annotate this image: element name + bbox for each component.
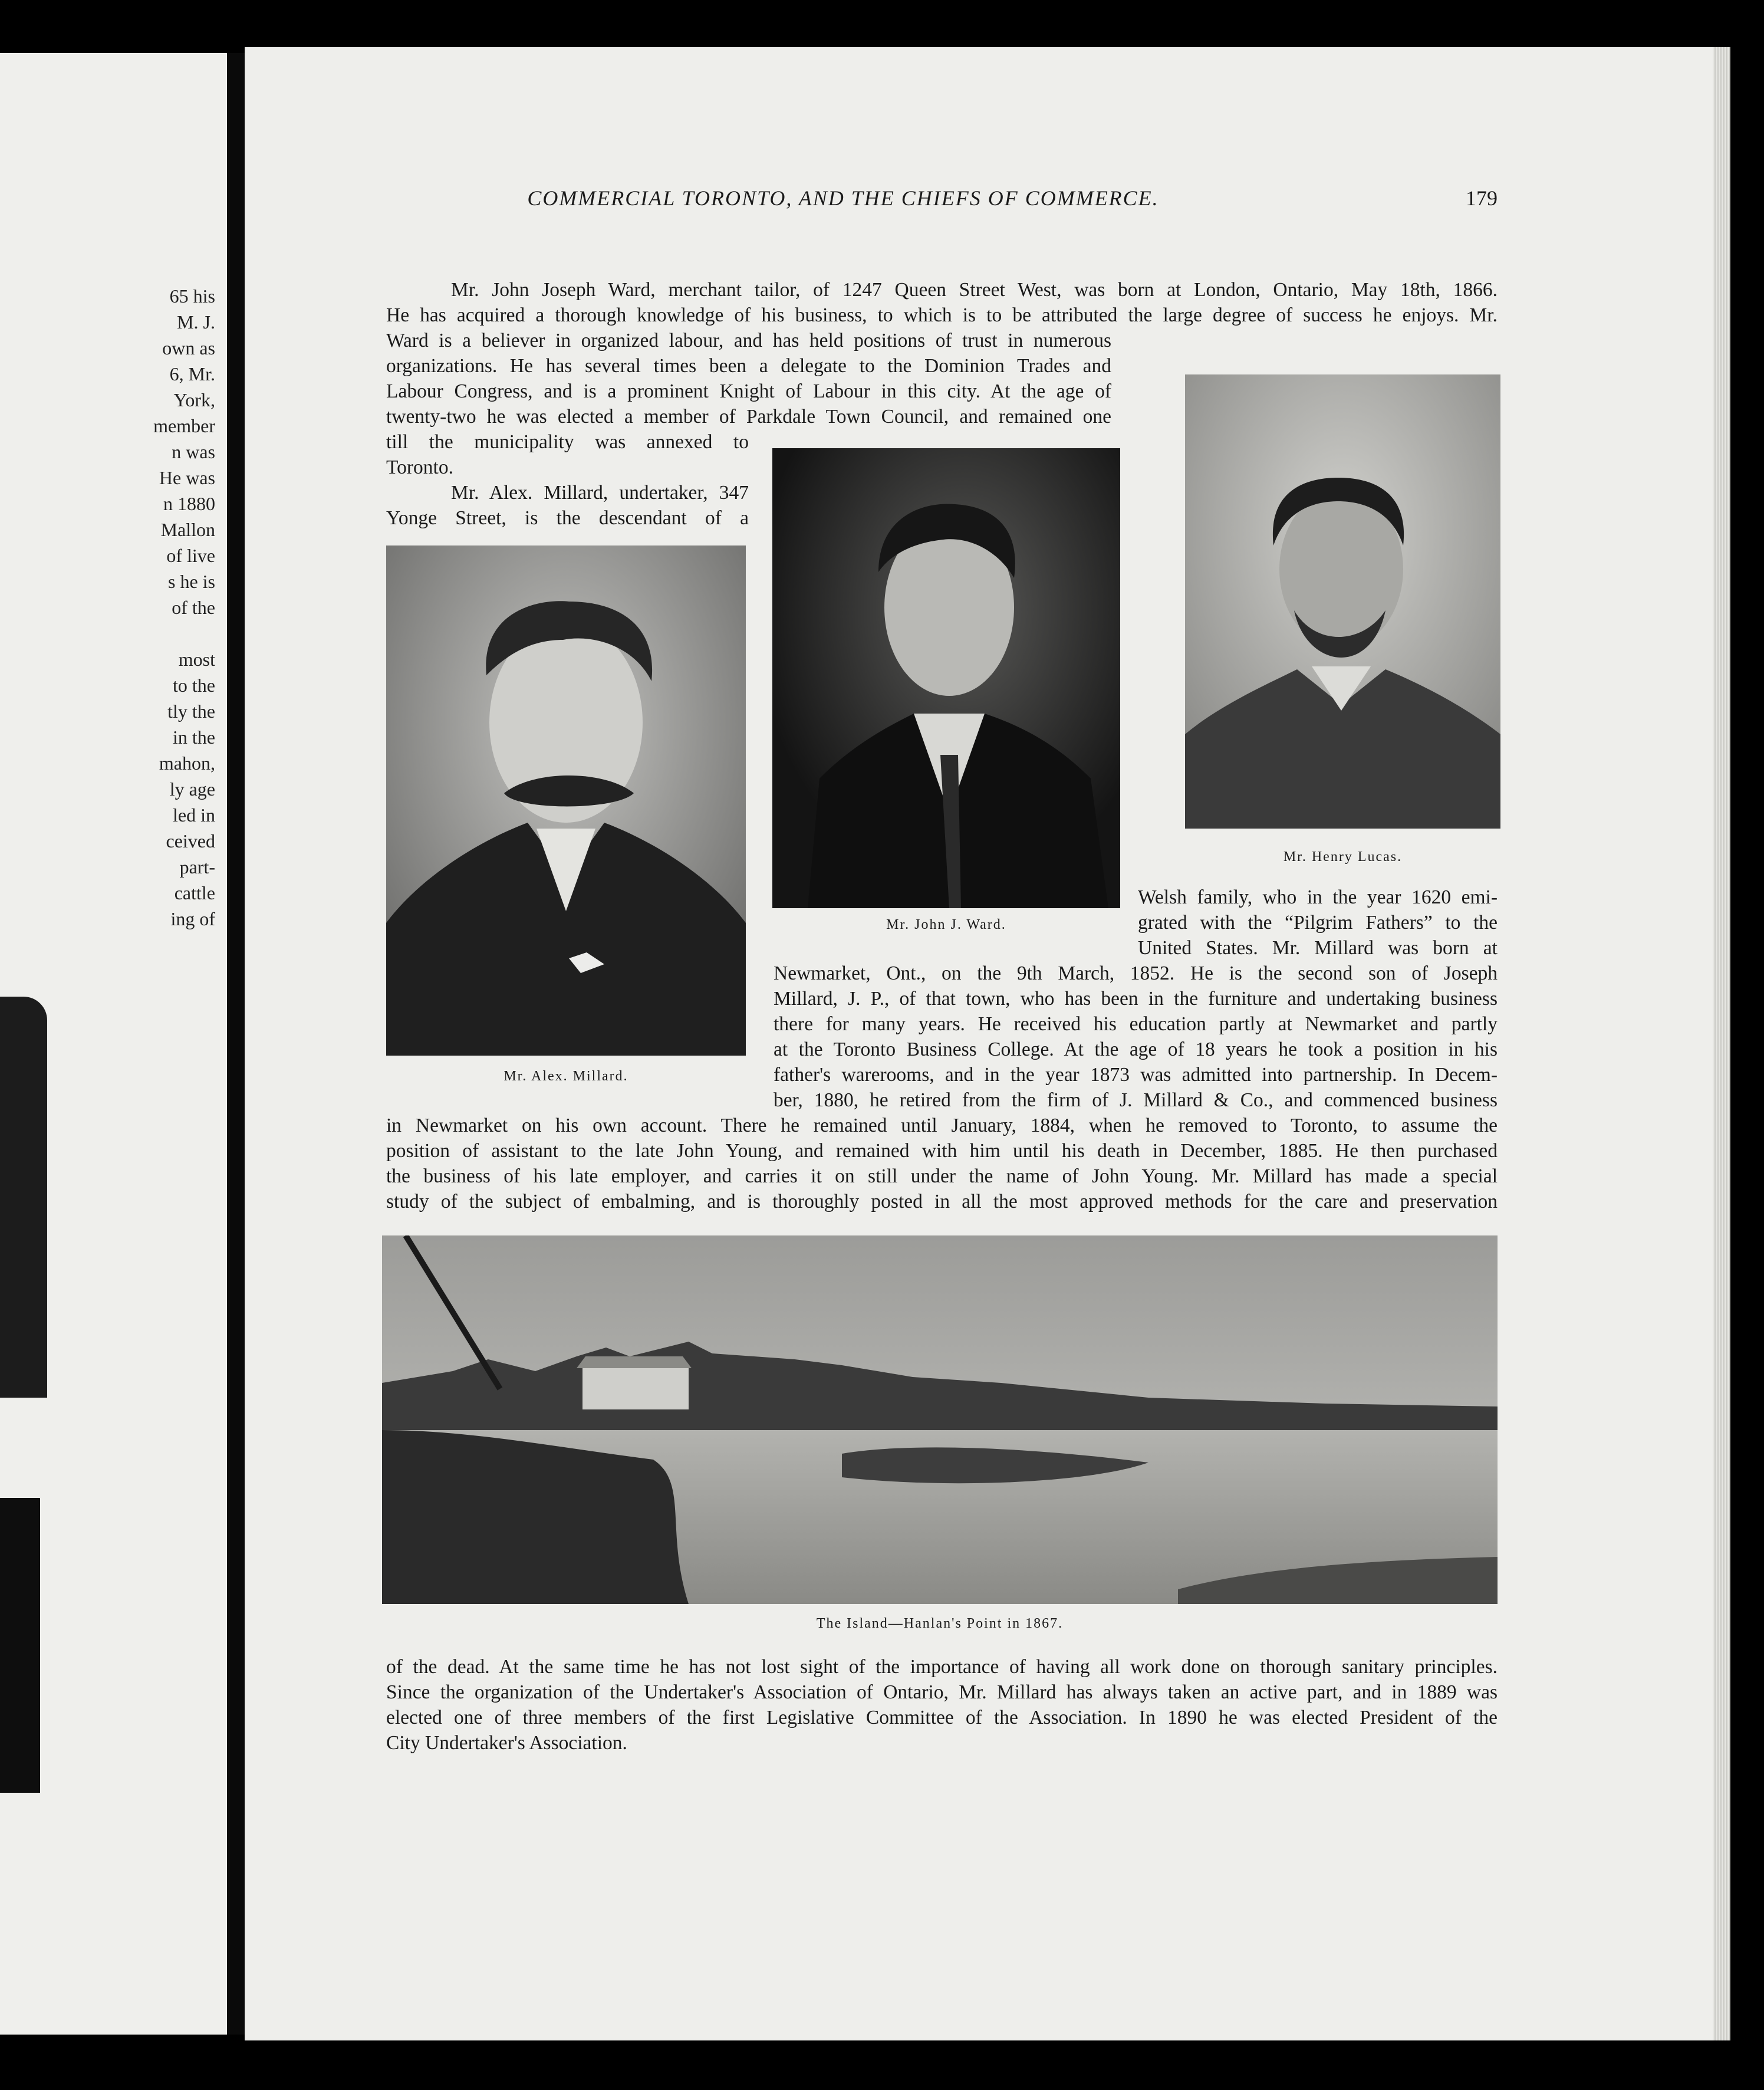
text-line: Ward is a believer in organized labour, and has held positions of trust in numerous bbox=[386, 330, 1111, 351]
left-page-photo bbox=[0, 1498, 40, 1793]
text-line: study of the subject of embalming, and is thoroughly posted in all the most approved methods for the care and preservation bbox=[386, 1191, 1498, 1212]
left-line: own as bbox=[162, 337, 215, 359]
left-line: s he is bbox=[168, 571, 215, 592]
left-line: of the bbox=[172, 597, 215, 618]
text-line: Toronto. bbox=[386, 456, 453, 478]
ward-paragraph-end bbox=[386, 429, 749, 531]
running-title: COMMERCIAL TORONTO, AND THE CHIEFS OF COMMERCE. bbox=[527, 186, 1159, 210]
left-line: of live bbox=[166, 545, 215, 566]
text-line: United States. Mr. Millard was born at bbox=[1138, 937, 1498, 959]
left-line: 6, Mr. bbox=[169, 363, 215, 385]
text-line: at the Toronto Business College. At the age of 18 years he took a position in his bbox=[774, 1039, 1498, 1060]
left-line: mahon, bbox=[159, 752, 215, 774]
caption-hanlans-point: The Island—Hanlan's Point in 1867. bbox=[816, 1616, 1064, 1631]
text-line: position of assistant to the late John Young, and remained with him until his death in December, 1885. He then purchased bbox=[386, 1140, 1498, 1162]
text-line: Labour Congress, and is a prominent Knight of Labour in this city. At the age of bbox=[386, 380, 1111, 402]
caption-henry-lucas: Mr. Henry Lucas. bbox=[1283, 849, 1403, 865]
text-line: Welsh family, who in the year 1620 emi- bbox=[1138, 886, 1498, 908]
left-line: ceived bbox=[166, 830, 215, 852]
text-line: in Newmarket on his own account. There he remained until January, 1884, when he removed to Toronto, to assume the bbox=[386, 1115, 1498, 1136]
left-line: in the bbox=[173, 727, 215, 748]
text-line: of the dead. At the same time he has not lost sight of the importance of having all work done on thorough sanitary principles. bbox=[386, 1656, 1498, 1678]
left-line: He was bbox=[159, 467, 215, 488]
text-line: till the municipality was annexed to bbox=[386, 431, 749, 453]
intro-paragraph bbox=[386, 277, 1498, 328]
text-line: twenty-two he was elected a member of Parkdale Town Council, and remained one bbox=[386, 406, 1111, 428]
text-line: City Undertaker's Association. bbox=[386, 1732, 627, 1754]
left-line: M. J. bbox=[177, 311, 215, 333]
left-line: 65 his bbox=[169, 285, 215, 307]
text-line: father's warerooms, and in the year 1873 was admitted into partnership. In Decem- bbox=[774, 1064, 1498, 1086]
text-line: elected one of three members of the first Legislative Committee of the Association. In 1890 he was elected President of the bbox=[386, 1707, 1498, 1728]
left-line: most bbox=[178, 649, 215, 670]
millard-paragraph-middle bbox=[774, 961, 1498, 1113]
page-header bbox=[342, 186, 1498, 215]
left-line: to the bbox=[173, 675, 215, 696]
millard-paragraph-full bbox=[386, 1113, 1498, 1214]
millard-paragraph-continued bbox=[1138, 885, 1498, 961]
caption-alex-millard: Mr. Alex. Millard. bbox=[503, 1069, 628, 1084]
page-number: 179 bbox=[1466, 186, 1498, 210]
text-line: Since the organization of the Undertaker's Association of Ontario, Mr. Millard has always taken an active part, and in 1889 was bbox=[386, 1681, 1498, 1703]
text-line: Mr. Alex. Millard, undertaker, 347 bbox=[451, 482, 749, 504]
text-line: Millard, J. P., of that town, who has been in the furniture and undertaking business bbox=[774, 988, 1498, 1010]
left-line: part- bbox=[179, 856, 215, 878]
text-line: there for many years. He received his education partly at Newmarket and partly bbox=[774, 1013, 1498, 1035]
left-line: n 1880 bbox=[163, 493, 215, 514]
text-line: grated with the “Pilgrim Fathers” to the bbox=[1138, 912, 1498, 934]
left-line: n was bbox=[172, 441, 215, 462]
left-line: ly age bbox=[169, 778, 215, 800]
closing-paragraph bbox=[386, 1654, 1498, 1756]
left-line: cattle bbox=[174, 882, 215, 903]
left-page-text-column bbox=[97, 283, 215, 932]
left-line: Mallon bbox=[160, 519, 215, 540]
left-line bbox=[97, 620, 215, 646]
left-facing-page bbox=[0, 53, 227, 2035]
text-line: the business of his late employer, and carries it on still under the name of John Young. Mr. Millard has made a special bbox=[386, 1165, 1498, 1187]
text-line: Yonge Street, is the descendant of a bbox=[386, 507, 749, 529]
text-line: ber, 1880, he retired from the firm of J. Millard & Co., and commenced business bbox=[774, 1089, 1498, 1111]
photo-hanlans-point bbox=[382, 1235, 1498, 1604]
page-stack-edge bbox=[1713, 47, 1730, 2040]
text-line: He has acquired a thorough knowledge of his business, to which is to be attributed the large degree of success he enjoys. Mr. bbox=[386, 304, 1498, 326]
portrait-john-j-ward bbox=[772, 448, 1120, 908]
text-line: Newmarket, Ont., on the 9th March, 1852. He is the second son of Joseph bbox=[774, 962, 1498, 984]
left-line: member bbox=[153, 415, 215, 436]
book-binding-gutter bbox=[227, 53, 245, 2035]
text-line: Mr. John Joseph Ward, merchant tailor, of 1247 Queen Street West, was born at London, Ontario, May 18th, 1866. bbox=[451, 279, 1498, 301]
ward-paragraph bbox=[386, 328, 1111, 429]
portrait-alex-millard bbox=[386, 545, 746, 1056]
left-line: York, bbox=[173, 389, 215, 410]
left-line: led in bbox=[173, 804, 215, 826]
text-line: organizations. He has several times been a delegate to the Dominion Trades and bbox=[386, 355, 1111, 377]
left-line: tly the bbox=[167, 701, 215, 722]
caption-john-j-ward: Mr. John J. Ward. bbox=[886, 917, 1006, 932]
left-line: ing of bbox=[170, 908, 215, 929]
portrait-henry-lucas bbox=[1185, 374, 1500, 829]
left-page-photo bbox=[0, 997, 47, 1398]
